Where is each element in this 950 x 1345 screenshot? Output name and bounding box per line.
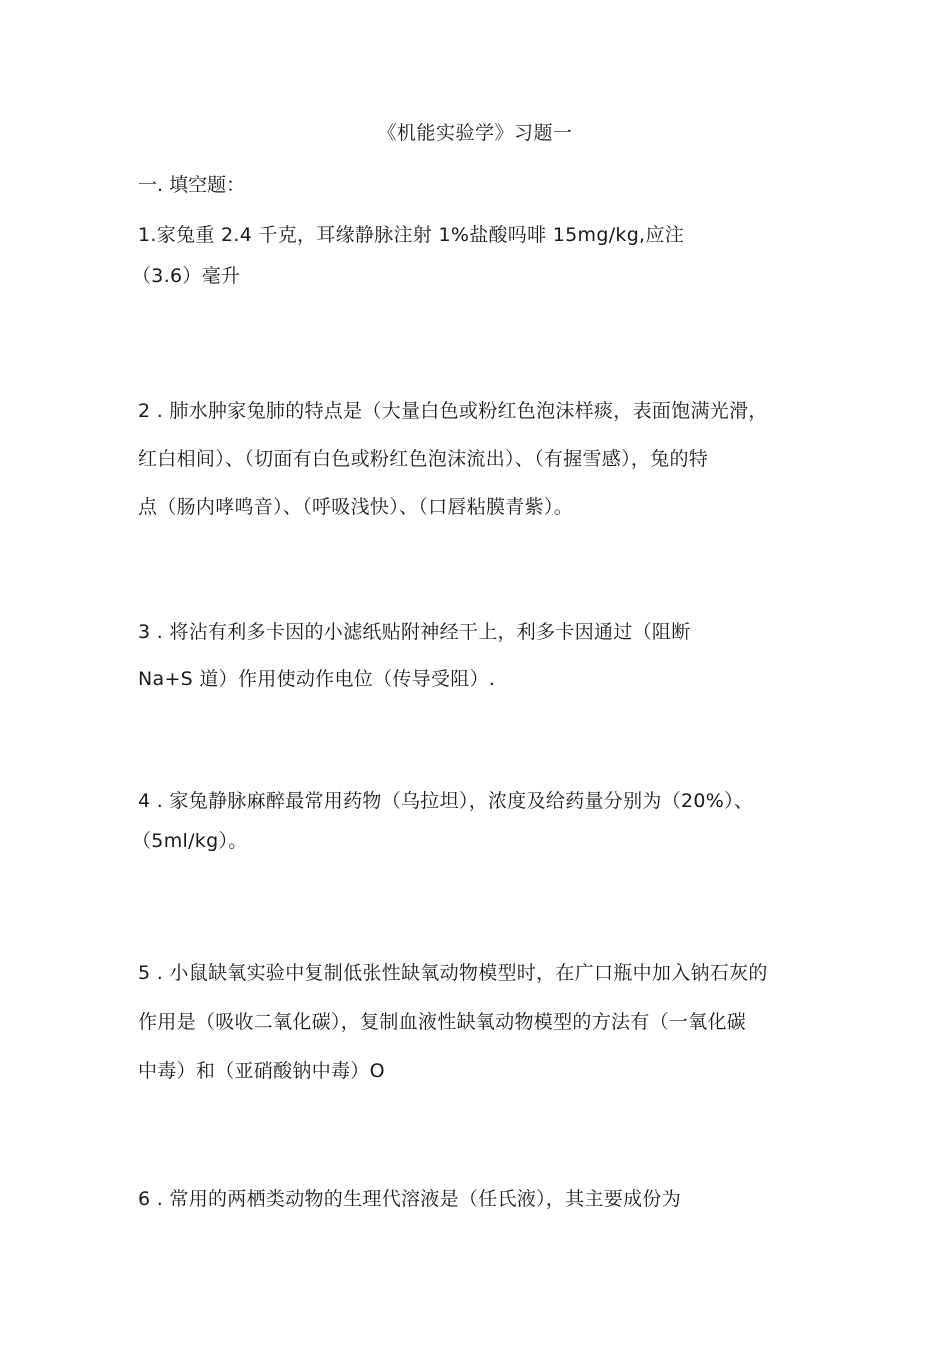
document-title: 《机能实验学》习题一 (377, 122, 573, 144)
question-3-line-1: 3 . 将沾有利多卡因的小滤纸贴附神经干上，利多卡因通过（阻断 (138, 621, 691, 643)
question-5-line-1: 5 . 小鼠缺氧实验中复制低张性缺氧动物模型时，在广口瓶中加入钠石灰的 (138, 962, 768, 984)
question-4-line-2: （5ml/kg）。 (132, 830, 248, 852)
section-heading: 一. 填空题： (138, 174, 246, 196)
question-2-line-2: 红白相间）、（切面有白色或粉红色泡沫流出）、（有握雪感），兔的特 (138, 448, 709, 470)
question-3-line-2: Na+S 道）作用使动作电位（传导受阻）. (138, 668, 496, 690)
question-1-line-1: 1.家兔重 2.4 千克，耳缘静脉注射 1%盐酸吗啡 15mg/kg,应注 (138, 224, 684, 246)
question-1-line-2: （3.6）毫升 (132, 265, 241, 287)
question-2-line-1: 2 . 肺水肿家兔肺的特点是（大量白色或粉红色泡沫样痰，表面饱满光滑， (138, 400, 768, 422)
question-2-line-3: 点（肠内哮鸣音）、（呼吸浅快）、（口唇粘膜青紫）。 (138, 496, 574, 518)
question-6-line-1: 6 . 常用的两栖类动物的生理代溶液是（任氏液），其主要成份为 (138, 1188, 682, 1210)
question-4-line-1: 4 . 家兔静脉麻醉最常用药物（乌拉坦），浓度及给药量分别为（20%）、 (138, 790, 754, 812)
question-5-line-3: 中毒）和（亚硝酸钠中毒）O (138, 1060, 385, 1082)
question-5-line-2: 作用是（吸收二氧化碳），复制血液性缺氧动物模型的方法有（一氧化碳 (138, 1011, 747, 1033)
